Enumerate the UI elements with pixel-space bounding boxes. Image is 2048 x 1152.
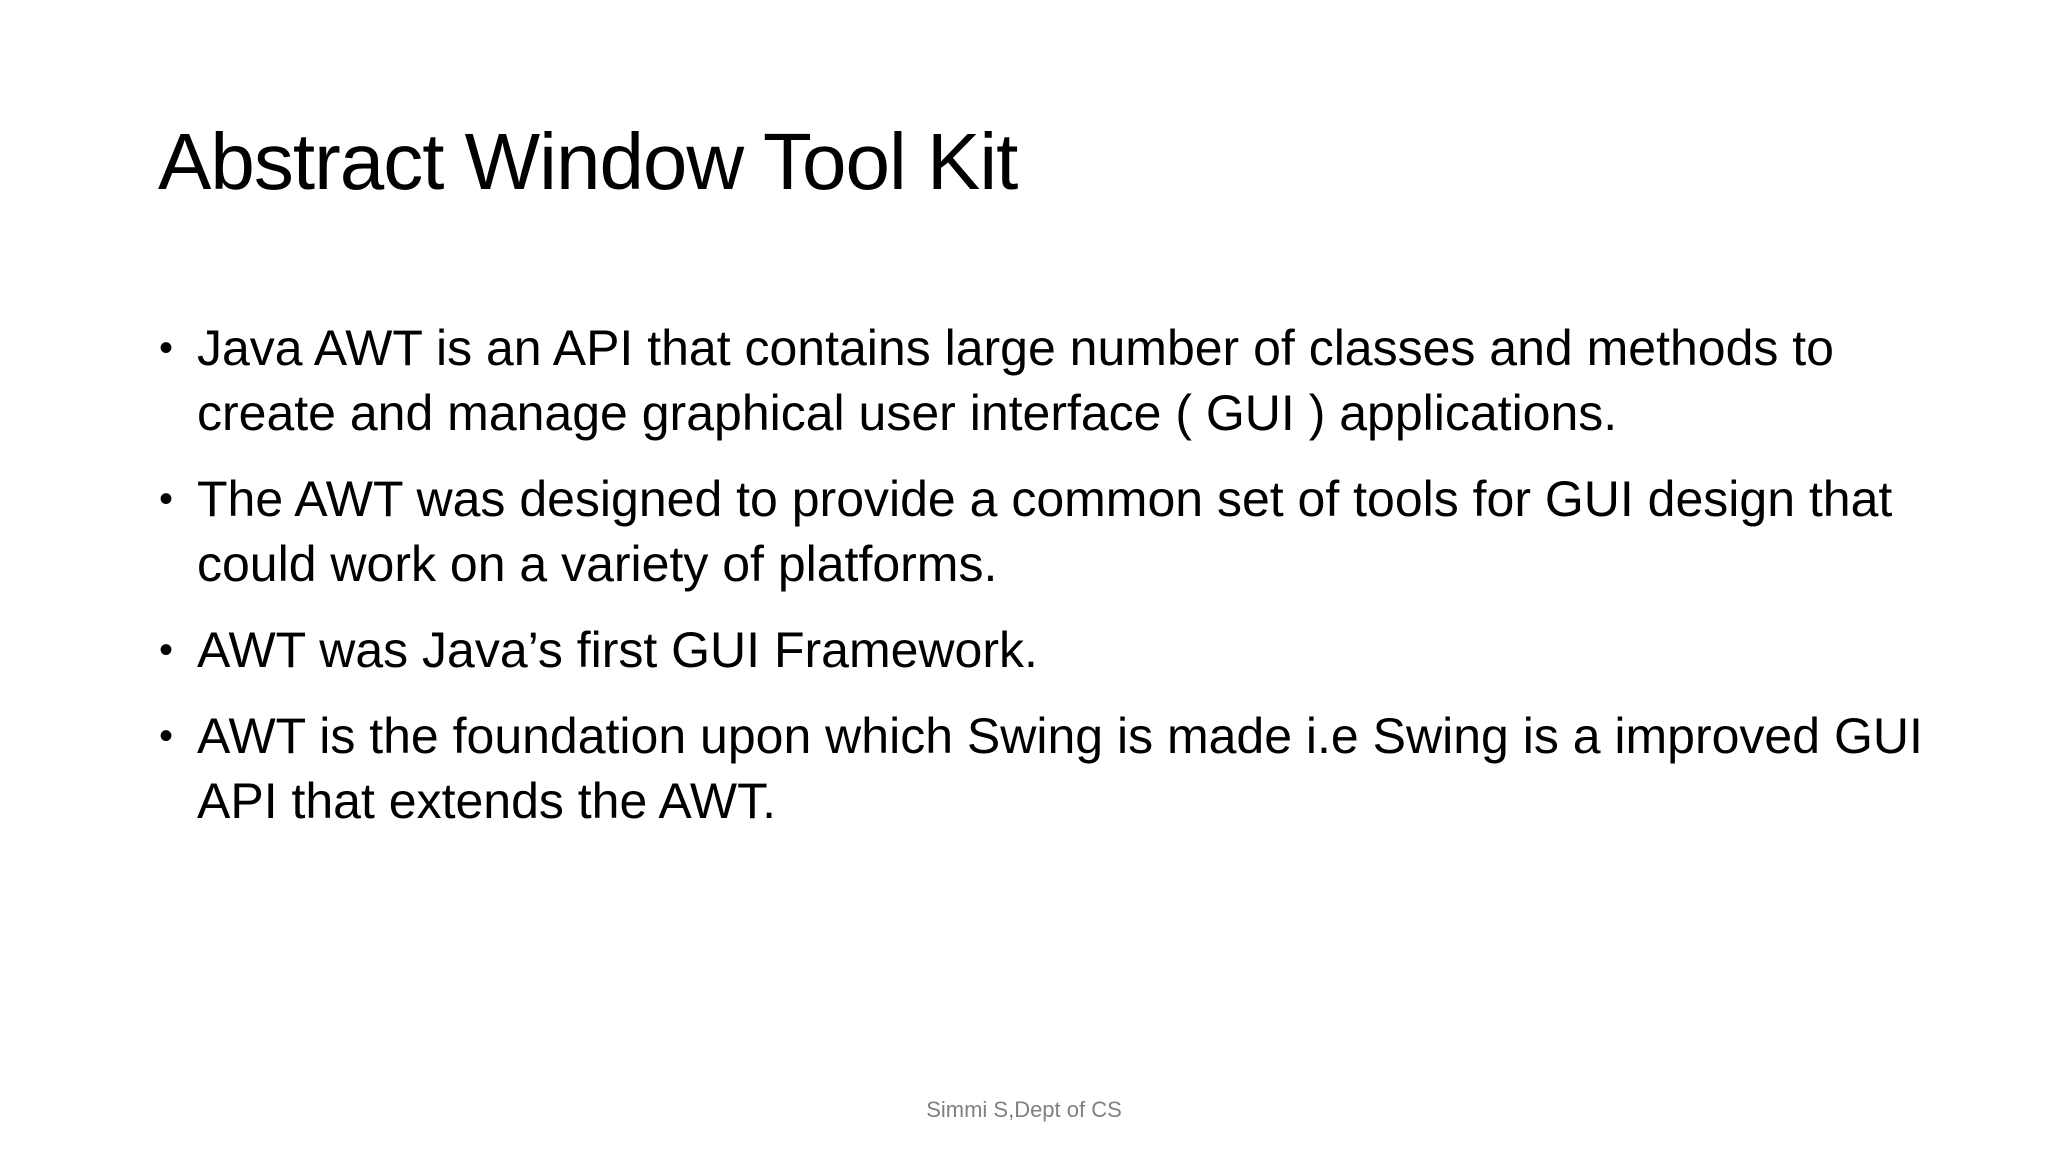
bullet-text: Java AWT is an API that contains large number of classes and methods to create and manage graphical user interface ( GUI ) applications. bbox=[197, 320, 1834, 441]
slide-footer: Simmi S,Dept of CS bbox=[926, 1097, 1122, 1122]
slide-title: Abstract Window Tool Kit bbox=[158, 117, 1018, 206]
bullet-icon: • bbox=[159, 628, 174, 672]
bullet-icon: • bbox=[159, 477, 174, 521]
bullet-text: The AWT was designed to provide a common set of tools for GUI design that could work on a variety of platforms. bbox=[197, 471, 1893, 592]
bullet-list bbox=[155, 316, 1935, 855]
bullet-icon: • bbox=[159, 714, 174, 758]
bullet-icon: • bbox=[159, 326, 174, 370]
bullet-text: AWT was Java’s first GUI Framework. bbox=[197, 622, 1038, 678]
bullet-item bbox=[155, 618, 1935, 683]
bullet-item bbox=[155, 467, 1935, 597]
bullet-text: AWT is the foundation upon which Swing is made i.e Swing is a improved GUI API that extends the AWT. bbox=[197, 708, 1923, 829]
bullet-item bbox=[155, 316, 1935, 446]
bullet-item bbox=[155, 704, 1935, 834]
